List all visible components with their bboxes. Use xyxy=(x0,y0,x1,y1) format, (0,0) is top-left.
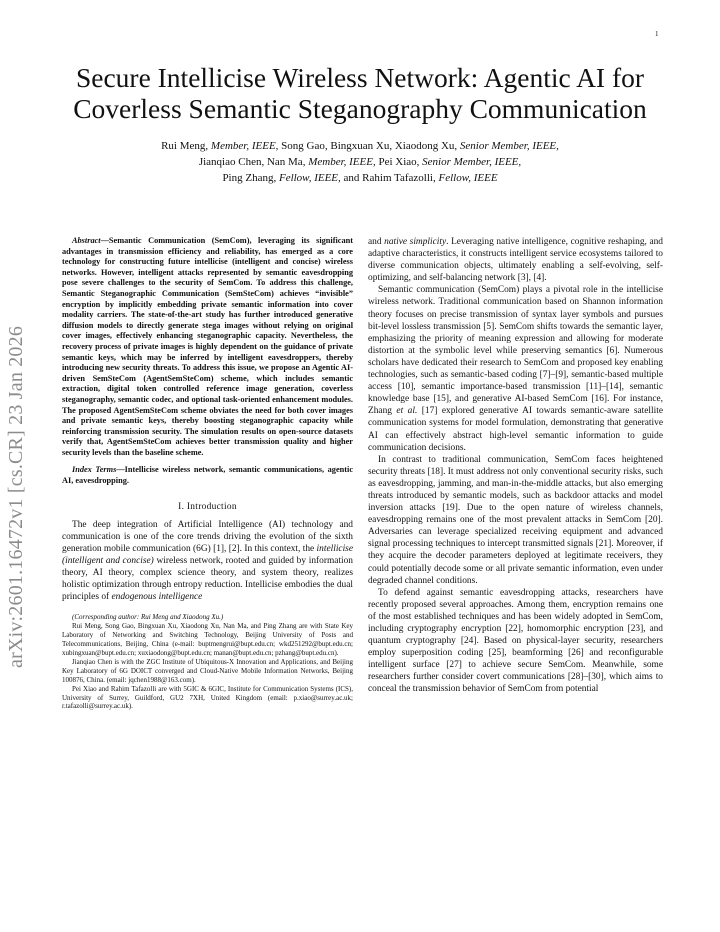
affiliation-note: Rui Meng, Song Gao, Bingxuan Xu, Xiaodong Xu, Nan Ma, and Ping Zhang are with State Key Laboratory of Networking and Switching Technology, Beijing University of Posts and Telecommunications, Beijing, China (e-mail: buptmengrui@bupt.edu.cn; wkd251292@bupt.edu.cn; xubingxuan@bupt.edu.cn; xuxiaodong@bupt.edu.cn; manan@bupt.edu.cn; pzhang@bupt.edu.cn). xyxy=(62,622,353,658)
right-column xyxy=(368,236,663,696)
arxiv-identifier: arXiv:2601.16472v1 [cs.CR] 23 Jan 2026 xyxy=(5,325,27,668)
author-line-2: Jianqiao Chen, Nan Ma, Member, IEEE, Pei Xiao, Senior Member, IEEE, xyxy=(198,156,522,168)
author-list xyxy=(80,138,640,186)
left-column xyxy=(62,236,353,711)
body-paragraph: Semantic communication (SemCom) plays a pivotal role in the intellicise wireless network. Traditional communication based on Shannon information theory focuses on precise transmission of syntax layer symbols and pursues bit-level lossless transmission [5]. SemCom shifts towards the semantic layer, emphasizing the priority of meaning expression and allowing for moderate distortion at the symbolic level while preserving semantics [6]. Numerous scholars have dedicated their research to SemCom and proposed key enabling technologies, such as semantic-based coding [7]–[9], semantic-based multiple access [10], semantic importance-based transmission [11]–[14], semantic knowledge base [15], and generative AI-based SemCom [16]. For instance, Zhang et al. [17] explored generative AI towards semantic-aware satellite communication systems for model formulation, demonstrating that generative AI can effectively abstract high-level semantic information to guide communication decisions. xyxy=(368,285,664,453)
affiliation-note: Pei Xiao and Rahim Tafazolli are with 5GIC & 6GIC, Institute for Communication Systems (ICS), University of Surrey, Guildford, GU2 7XH, United Kingdom (email: p.xiao@surrey.ac.uk; r.tafazolli@surrey.ac.uk). xyxy=(62,684,353,711)
section-heading: I. Introduction xyxy=(178,501,237,512)
body-paragraph: In contrast to traditional communication, SemCom faces heightened security threats [18]. It must address not only conventional security risks, such as eavesdropping, jamming, and man-in-the-middle attacks, but also emerging threats introduced by semantic models, such as backdoor attacks and model inversion attacks [19]. Due to the open nature of wireless channels, eavesdropping remains one of the most prevalent attacks in SemCom [20]. Adversaries can leverage specialized receiving equipment and advanced signal processing techniques to intercept transmitted signals [21]. Moreover, if they acquire the decoder parameters deployed at legitimate receivers, they could potentially decode some or all private semantic information, even under degraded channel conditions. xyxy=(368,454,663,586)
affiliation-note: Jianqiao Chen is with the ZGC Institute of Ubiquitous-X Innovation and Applications, and Beijing Key Laboratory of 6G DOICT converged and Cloud-Native Mobile Information Networks, Beijing 100876, China. (email: jqchen1988@163.com). xyxy=(62,657,353,684)
author-line-3: Ping Zhang, Fellow, IEEE, and Rahim Tafazolli, Fellow, IEEE xyxy=(222,172,498,184)
corresponding-author-note: (Corresponding author: Rui Meng and Xiaodong Xu.) xyxy=(72,613,224,622)
body-paragraph: and native simplicity. Leveraging native intelligence, cognitive reshaping, and adaptive characteristics, it constructs intelligent service ecosystems tailored to diverse communication objects, ultimately enabling a self-evolving, self-optimizing, and self-balancing network [3], [4]. xyxy=(368,237,663,284)
paper-title: Secure Intellicise Wireless Network: Agentic AI for Coverless Semantic Steganography Communication xyxy=(73,62,647,124)
body-paragraph: To defend against semantic eavesdropping attacks, researchers have recently proposed several approaches. Among them, encryption remains one of the most established techniques and has been widely adopted in SemCom, including cryptography encryption [22], homomorphic encryption [23], and quantum cryptography [24]. Based on physical-layer security, researchers employ superposition coding [25], beamforming [26] and reconfigurable intelligent surface [27] to achieve secure SemCom. Meanwhile, some researchers further consider covert communications [28]–[30], which aims to conceal the transmission behavior of SemCom from potential xyxy=(368,587,663,695)
intro-paragraph: The deep integration of Artificial Intelligence (AI) technology and communication is one of the core trends driving the evolution of the sixth generation mobile communication (6G) [1], [2]. In this context, the intellicise (intelligent and concise) wireless network, rooted and guided by information theory, AI theory, complex science theory, and system theory, realizes holistic optimization through entropy reduction. Intellicise embodies the dual principles of endogenous intelligence xyxy=(62,519,353,603)
abstract: Abstract—Semantic Communication (SemCom), leveraging its significant advantages in transmission efficiency and reliability, has emerged as a core technology for constructing future intellicise (intelligent and concise) wireless networks. However, intelligent attacks represented by semantic eavesdropping pose severe challenges to the security of SemCom. To address this challenge, Semantic Steganographic Communication (SemSteCom) achieves “invisible” encryption by implicitly embedding private semantic information into cover modality carriers. The state-of-the-art study has further introduced generative diffusion models to directly generate stega images without relying on original cover images, effectively enhancing steganographic capacity. Nevertheless, the recovery process of private images is highly dependent on the guidance of private semantic keys, which may be inferred by intelligent eavesdroppers, thereby introducing new security threats. To address this issue, we propose an Agentic AI-driven SemSteCom (AgentSemSteCom) scheme, which includes semantic extraction, digital token controlled reference image generation, coverless steganography, semantic codec, and optional task-oriented enhancement modules. The proposed AgentSemSteCom scheme obviates the need for both cover images and private semantic keys, thereby boosting steganographic capacity while reinforcing transmission security. The simulation results on open-source datasets verify that, AgentSemSteCom achieves better transmission quality and higher security levels than the baseline scheme. xyxy=(62,236,353,457)
footnotes xyxy=(62,613,353,711)
author-line-1: Rui Meng, Member, IEEE, Song Gao, Bingxuan Xu, Xiaodong Xu, Senior Member, IEEE, xyxy=(161,140,559,152)
index-terms: Index Terms—Intellicise wireless network, semantic communications, agentic AI, eavesdropping. xyxy=(62,465,353,486)
page-number: 1 xyxy=(655,30,659,38)
